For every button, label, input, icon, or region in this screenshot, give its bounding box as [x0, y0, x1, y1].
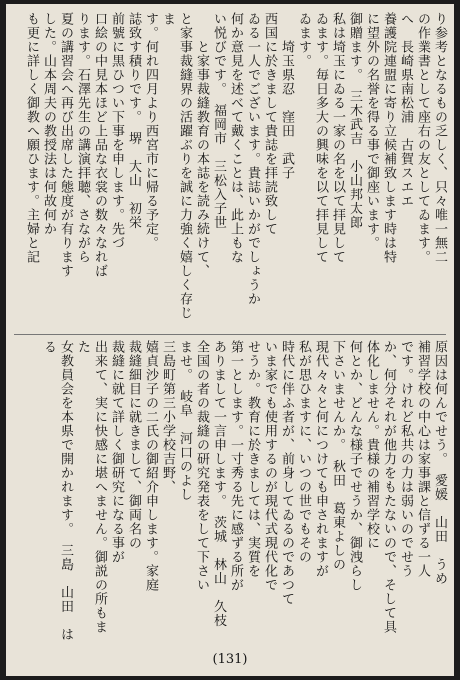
text-column: 夏の講習会へ再び出席した態度が有ります: [58, 12, 73, 278]
text-column: 第一とします。一寸秀る先に感ずる所が: [228, 340, 243, 592]
text-column: 何か意見を述べて戴くことは、此上もな: [228, 12, 243, 264]
text-column: した。山本周夫の教授法は何故何か: [41, 12, 56, 236]
text-column: 私は埼玉にゐる一家の名を以て拝見して: [330, 12, 345, 264]
text-column: も更に詳しく御教へ願ひます。主婦と記: [24, 12, 39, 264]
text-column: ありまして一言申します。 茨城 林山 久枝: [211, 340, 226, 628]
text-column: いま家でも使用するのが現代式現代化で: [262, 340, 277, 592]
text-column: です。けれど私共の力は弱いのでせう: [398, 340, 413, 578]
text-column: 下さいませんか。 秋田 葛東よしの: [330, 340, 345, 572]
text-column: 現代々々と何につけても申されますが: [313, 340, 328, 578]
text-column: 全国の者の裁縫の研究発表をして下さい: [194, 340, 209, 592]
text-column: と家事裁縫教育の本誌を読み続けて、: [194, 12, 209, 278]
text-column: り参考となるもの乏しく、只々唯一無二: [432, 12, 447, 264]
text-column: へ 長崎県南松浦 古賀スエエ: [398, 12, 413, 208]
text-column: に望外の名誉を得る事で御座います。: [364, 12, 379, 250]
text-column: と家事裁縫界の活躍ぶりを誠に力強く嬉しく存じま: [160, 12, 192, 320]
text-column: ゐる一人でございます。貴誌いかがでしょうか: [245, 12, 260, 306]
text-column: 裁縫細目に就きまして、御両名の: [126, 340, 141, 550]
text-column: ゐます。毎日多大の興味を以て拝見して: [313, 12, 328, 264]
text-column: ゐます。: [296, 12, 311, 68]
text-column: 三島町第三小学校吉野、: [160, 340, 175, 494]
magazine-page: [6, 4, 454, 676]
text-column: 御贈ます。 三木武吉 小山邦太郎: [347, 12, 362, 230]
lower-text-block: [12, 340, 448, 644]
text-column: 出来て、実に快感に堪へません。御説の所もまた: [75, 340, 107, 634]
text-column: 女教員会を本県で開かれます。 三島 山田 はる: [41, 340, 73, 642]
text-column: ります。石澤先生の講演拝聴、さながら: [75, 12, 90, 264]
page-number: (131): [212, 652, 248, 667]
text-column: 口絵の中見本ほど上品な衣裳の数々なれば: [92, 12, 107, 278]
text-column: 原因は何んでせう。 愛媛 山田 うめ: [432, 340, 447, 586]
section-divider: [14, 334, 446, 335]
text-column: 西国に於きまして貴誌を拝読致して: [262, 12, 277, 236]
upper-text-block: [12, 12, 448, 330]
text-column: の作業書として座右の友としてゐます。: [415, 12, 430, 264]
text-column: い悦びです。 福岡市 三松入子世: [211, 12, 226, 230]
text-column: す。何れ四月より西宮市に帰る予定。: [143, 12, 158, 250]
text-column: 私が思ひますに、いつの世でもその: [296, 340, 311, 564]
text-column: 補習学校の中心は家事課と信ずる一人: [415, 340, 430, 578]
text-column: せうか。教育に於きましては、実質を: [245, 340, 260, 578]
text-column: 嬉貞沙子の二氏の御紹介申します。家庭: [143, 340, 158, 592]
text-column: 裁縫に就て詳しく御研究になる事が: [109, 340, 124, 564]
text-column: 何とか、どんな様子でせうか、御洩らし: [347, 340, 362, 592]
text-column: か、何分それが他力をもたないので、そして具体化しません。貴様の補習学校に: [364, 340, 396, 634]
text-column: 時代に伴ふ者が、前身してゐるのであつて: [279, 340, 294, 606]
text-column: 埼玉県忍 窪田 武子: [279, 12, 294, 180]
text-column: 誌致す積りです。 堺 大山 初栄: [126, 12, 141, 230]
text-column: ませ。 岐阜 河口のよし: [177, 340, 192, 502]
text-column: 養護院連盟に寄り立候補致します時は特: [381, 12, 396, 264]
text-column: 前號に黒ひつい下事を申します。先づ: [109, 12, 124, 250]
